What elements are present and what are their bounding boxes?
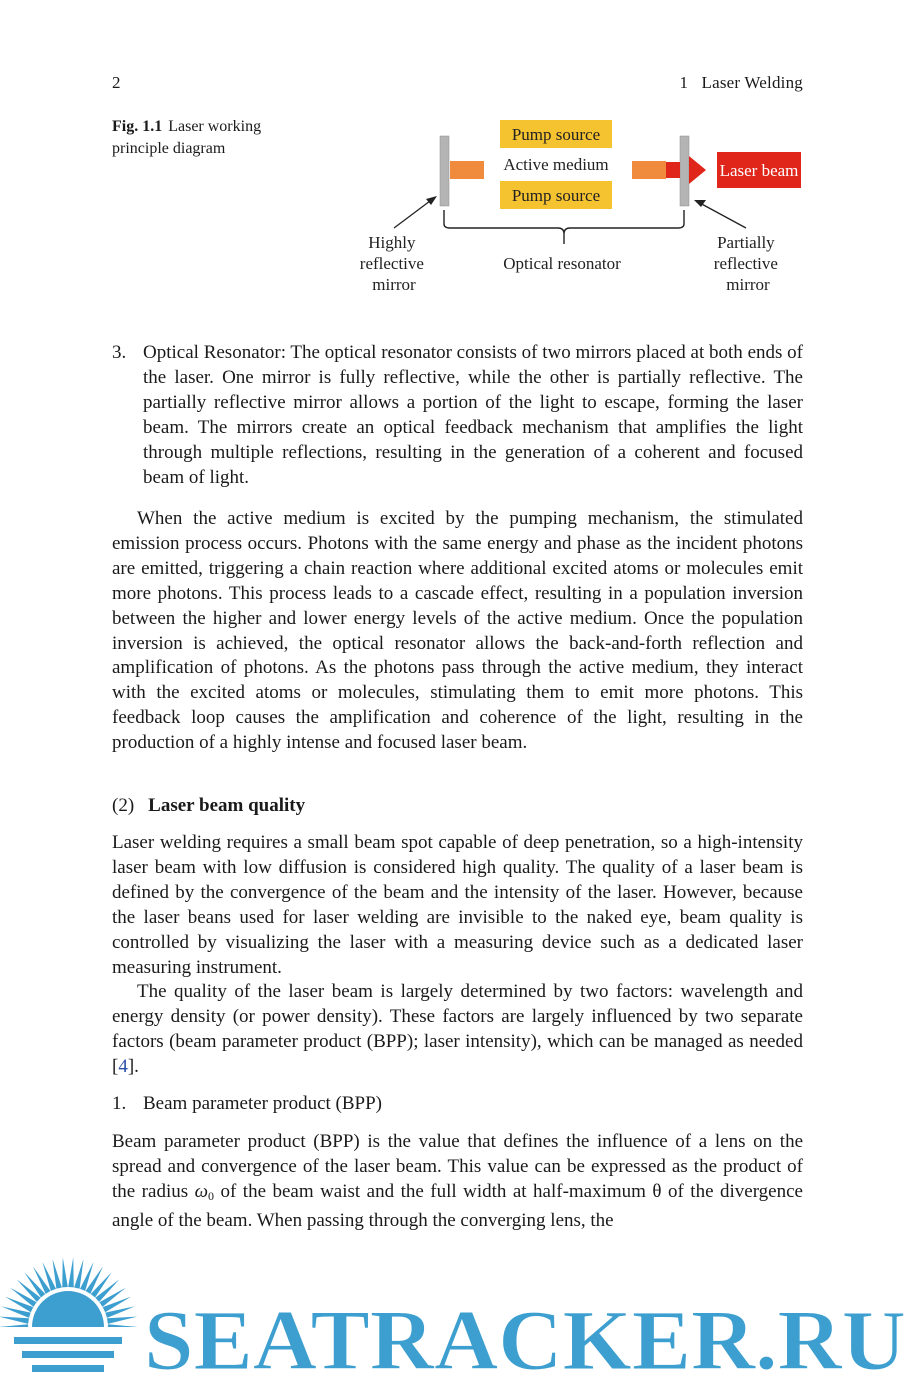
sun-ray xyxy=(0,1317,29,1324)
figure-caption-text: Laser working principle diagram xyxy=(112,118,262,157)
laser-diagram xyxy=(340,112,810,302)
omega-subscript: 0 xyxy=(208,1188,215,1203)
left-mirror-label-line2: reflective xyxy=(359,254,424,273)
section-heading xyxy=(112,794,305,819)
right-mirror-label-line1: Partially xyxy=(717,233,775,252)
left-mirror-label-line1: Highly xyxy=(368,233,416,252)
paragraph-bpp-part3: of the divergence angle of the beam. When passing through the converging lens, the xyxy=(112,1180,803,1231)
list-item-number: 1. xyxy=(112,1093,127,1114)
active-medium-label: Active medium xyxy=(503,155,609,174)
beam-arrow-head xyxy=(689,156,706,184)
resonator-brace xyxy=(444,210,684,244)
running-title: 1 Laser Welding xyxy=(679,73,803,92)
list-item-number: 3. xyxy=(112,342,127,363)
paragraph-bpp-part2: of the beam waist and the full width at half-maximum xyxy=(214,1180,653,1202)
left-mirror-arrow-head xyxy=(426,196,437,205)
theta-symbol: θ xyxy=(652,1180,662,1202)
paragraph-bpp xyxy=(112,1130,803,1234)
left-mirror-label-line3: mirror xyxy=(372,275,416,294)
laser-beam-label: Laser beam xyxy=(719,161,799,180)
list-item-bpp xyxy=(112,1092,803,1117)
sun-ray xyxy=(62,1257,68,1287)
left-mirror-label xyxy=(360,233,428,294)
sun-logo xyxy=(0,1257,140,1388)
paragraph-bpp-part1: Beam parameter product (BPP) is the value that defines the influence of a lens on the spread and convergence of the laser beam. This value can be expressed as the product of the radius xyxy=(112,1131,803,1202)
figure-caption xyxy=(112,116,312,160)
optical-resonator-label: Optical resonator xyxy=(503,254,621,273)
page-number: 2 xyxy=(112,73,121,92)
sun-ray xyxy=(68,1257,74,1287)
left-mirror-arrow xyxy=(394,198,434,228)
sun-ray xyxy=(74,1259,83,1289)
sun-ray xyxy=(52,1259,61,1289)
right-mirror-label-line2: reflective xyxy=(713,254,778,273)
citation-link[interactable]: 4 xyxy=(118,1055,128,1077)
sun-ray xyxy=(107,1317,137,1324)
figure-label: Fig. 1.1 xyxy=(112,118,163,135)
right-mirror-arrow xyxy=(698,202,746,228)
list-item-optical-resonator xyxy=(112,341,803,490)
list-item-text: Beam parameter product (BPP) xyxy=(143,1093,383,1114)
paragraph-quality-factors-text: The quality of the laser beam is largely determined by two factors: wavelength and energy density (or power density). These factors are largely influenced by two separate factors (beam parameter product (BPP); laser intensity), which can be managed as needed [ xyxy=(112,981,803,1077)
paragraph-stimulated-emission: When the active medium is excited by the pumping mechanism, the stimulated emission process occurs. Photons with the same energy and phase as the incident photons are emitted, triggering a chain reaction where additional excited atoms or molecules emit more photons. This process leads to a cascade effect, resulting in a population inversion between the higher and lower energy levels of the active medium. Once the population inversion is achieved, the optical resonator allows the back-and-forth reflection and amplification of photons. As the photons pass through the active medium, they interact with the excited atoms or molecules, stimulating them to emit more photons. This feedback loop causes the amplification and coherence of the light, resulting in the production of a highly intense and focused laser beam. xyxy=(112,508,803,754)
paragraph-quality-factors xyxy=(112,980,803,1080)
list-item-text: Optical Resonator: The optical resonator consists of two mirrors placed at both ends of the laser. One mirror is fully reflective, while the other is partially reflective. The partially reflective mirror allows a portion of the light to escape, forming the laser beam. The mirrors create an optical feedback mechanism that amplifies the light through multiple reflections, resulting in the generation of a coherent and focused beam of light. xyxy=(143,342,803,488)
paragraph-beam-quality: Laser welding requires a small beam spot capable of deep penetration, so a high-intensity laser beam with low diffusion is considered high quality. The quality of a laser beam is defined by the convergence of the beam and the intensity of the laser. However, because the laser beans used for laser welding are invisible to the naked eye, beam quality is controlled by visualizing the laser with a measuring device such as a dedicated laser measuring instrument. xyxy=(112,832,803,978)
highly-reflective-mirror xyxy=(440,136,449,206)
pump-source-top-label: Pump source xyxy=(511,125,601,144)
right-mirror-label xyxy=(714,233,782,294)
section-title: Laser beam quality xyxy=(148,795,306,816)
rod-right xyxy=(632,161,666,179)
watermark-text: SEATRACKER.RU xyxy=(144,1292,906,1388)
right-mirror-label-line3: mirror xyxy=(726,275,770,294)
rod-left xyxy=(450,161,484,179)
partially-reflective-mirror xyxy=(680,136,689,206)
pump-source-bottom-label: Pump source xyxy=(511,186,601,205)
paragraph-quality-factors-end: ]. xyxy=(127,1055,139,1077)
beam-shaft xyxy=(666,162,680,178)
section-number: (2) xyxy=(112,795,135,816)
watermark xyxy=(0,1245,916,1388)
omega-symbol: ω xyxy=(194,1180,209,1202)
